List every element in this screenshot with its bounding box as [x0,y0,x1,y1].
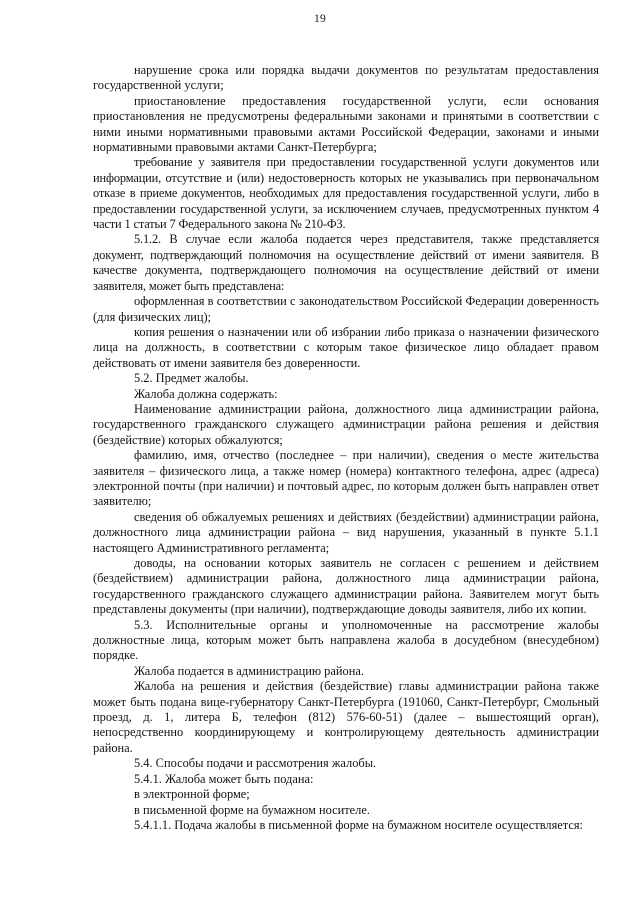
paragraph: доводы, на основании которых заявитель не согласен с решением и действием (бездействием) администрации района, должностного лица администрации района, государственного гражданского служащего администрации района. Заявителем могут быть представлены документы (при наличии), подтверждающие доводы заявителя, либо их копии. [93,556,599,617]
paragraph: Наименование администрации района, должностного лица администрации района, государственного гражданского служащего администрации района решения и действия (бездействие) которых обжалуются; [93,401,599,447]
paragraph: фамилию, имя, отчество (последнее – при наличии), сведения о месте жительства заявителя – физического лица, а также номер (номера) контактного телефона, адрес (адреса) электронной почты (при наличии) и почтовый адрес, по которым должен быть направлен ответ заявителю; [93,448,599,509]
document-body [93,63,599,833]
paragraph: оформленная в соответствии с законодательством Российской Федерации доверенность (для физических лиц); [93,294,599,324]
paragraph: требование у заявителя при предоставлении государственной услуги документов или информации, отсутствие и (или) недостоверность которых не указывались при первоначальном отказе в приеме документов, необходимых для предоставления государственной услуги, либо в предоставлении государственной услуги, за исключением случаев, предусмотренных пунктом 4 части 1 статьи 7 Федерального закона № 210-ФЗ. [93,155,599,232]
paragraph: Жалоба на решения и действия (бездействие) главы администрации района также может быть подана вице-губернатору Санкт-Петербурга (191060, Санкт-Петербург, Смольный проезд, д. 1, литера Б, телефон (812) 576-60-51) (далее – вышестоящий орган), непосредственно координирующему и контролирующему деятельность администрации района. [93,679,599,755]
paragraph: сведения об обжалуемых решениях и действиях (бездействии) администрации района, должностного лица администрации района – вид нарушения, указанный в пункте 5.1.1 настоящего Административного регламента; [93,509,599,555]
paragraph: копия решения о назначении или об избрании либо приказа о назначении физического лица на должность, в соответствии с которым такое физическое лицо обладает правом действовать от имени заявителя без доверенности. [93,324,599,370]
paragraph: Жалоба должна содержать: [134,386,278,401]
paragraph: 5.4.1.1. Подача жалобы в письменной форме на бумажном носителе осуществляется: [134,817,583,832]
paragraph: 5.4.1. Жалоба может быть подана: [134,771,314,786]
section-heading: 5.2. Предмет жалобы. [134,371,249,386]
paragraph: 5.3. Исполнительные органы и уполномоченные на рассмотрение жалобы должностные лица, которым может быть направлена жалоба в досудебном (внесудебном) порядке. [93,617,599,663]
section-heading: 5.4. Способы подачи и рассмотрения жалобы. [134,756,377,771]
paragraph: 5.1.2. В случае если жалоба подается через представителя, также представляется документ, подтверждающий полномочия на осуществление действий от имени заявителя. В качестве документа, подтверждающего полномочия на осуществление действий от имени заявителя, может быть представлена: [93,232,599,293]
paragraph: Жалоба подается в администрацию района. [134,663,364,678]
paragraph: в письменной форме на бумажном носителе. [134,802,370,817]
paragraph: нарушение срока или порядка выдачи документов по результатам предоставления государственной услуги; [93,63,599,93]
paragraph: приостановление предоставления государственной услуги, если основания приостановления не предусмотрены федеральными законами и принятыми в соответствии с ними иными нормативными правовыми актами Российской Федерации, законами и иными нормативными правовыми актами Санкт-Петербурга; [93,93,599,155]
page-number: 19 [313,13,327,25]
paragraph: в электронной форме; [134,787,250,802]
